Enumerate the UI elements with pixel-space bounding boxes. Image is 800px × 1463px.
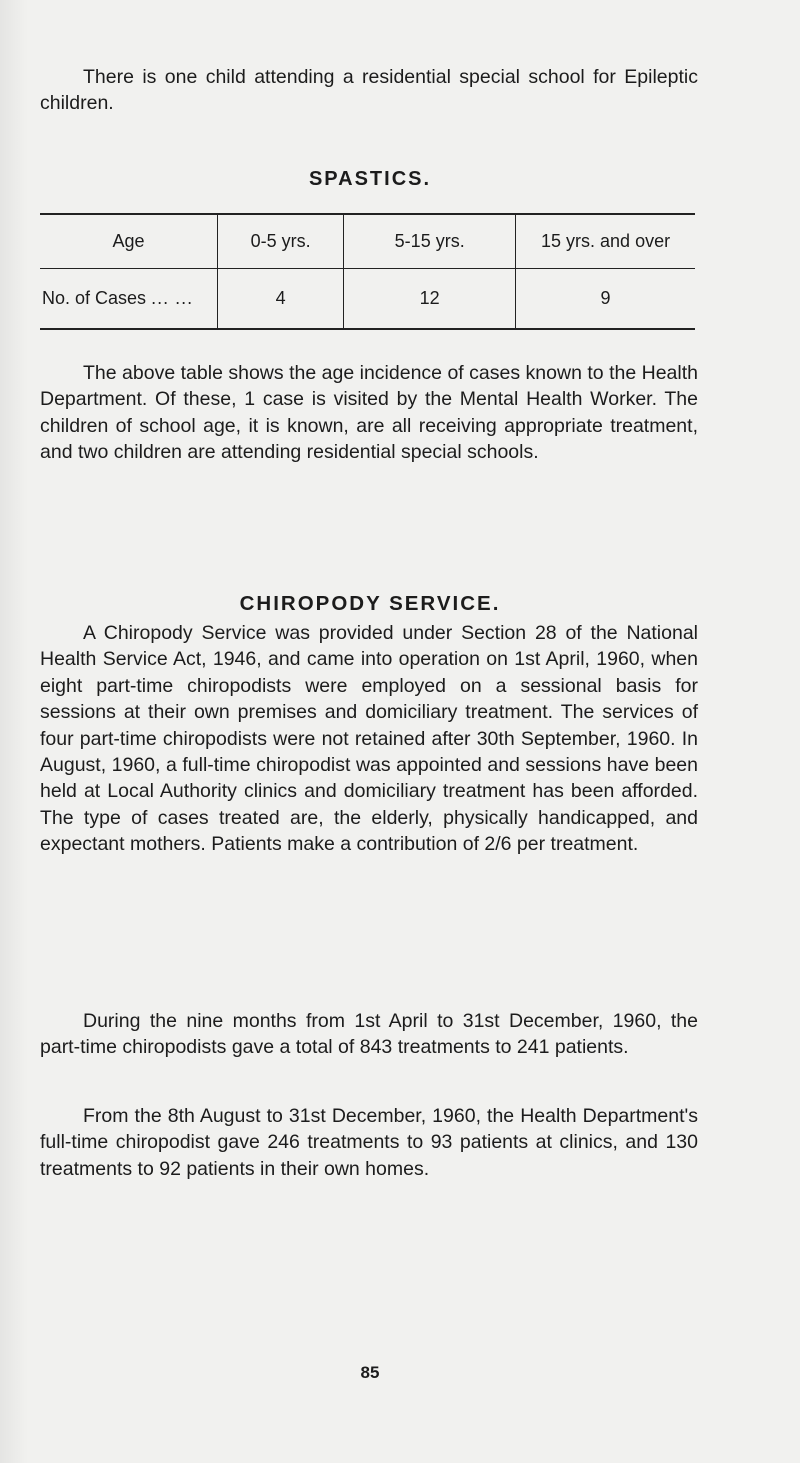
table-header-row: [40, 214, 695, 269]
row-leader-dots: ... ...: [151, 288, 194, 308]
spastics-paragraph: The above table shows the age incidence of cases known to the Health Department. Of these, 1 case is visited by the Mental Health Worker. The children of school age, it is known, are all receiving appropriate treatment, and two children are attending residential special schools.: [40, 362, 698, 464]
spastics-heading: SPASTICS.: [308, 168, 432, 190]
table-header-cell: 15 yrs. and over: [516, 214, 695, 269]
table-header-cell: 0-5 yrs.: [218, 214, 344, 269]
chiropody-paragraph-3: From the 8th August to 31st December, 1960, the Health Department's full-time chiropodist gave 246 treatments to 93 patients at clinics, and 130 treatments to 92 patients in their own homes.: [40, 1105, 698, 1180]
chiropody-paragraph-2: During the nine months from 1st April to 31st December, 1960, the part-time chiropodists gave a total of 843 treatments to 241 patients.: [40, 1010, 698, 1059]
table-cell: 12: [344, 269, 516, 330]
table-cell: 4: [218, 269, 344, 330]
chiropody-paragraph-1: A Chiropody Service was provided under Section 28 of the National Health Service Act, 1946, and came into operation on 1st April, 1960, when eight part-time chiropodists were employed on a sessional basis for sessions at their own premises and domiciliary treatment. The services of four part-time chiropodists were not retained after 30th September, 1960. In August, 1960, a full-time chiropodist was appointed and sessions have been held at Local Authority clinics and domiciliary treatment has been afforded. The type of cases treated are, the elderly, physically handicapped, and expectant mothers. Patients make a contribution of 2/6 per treatment.: [40, 622, 698, 856]
table-row: [40, 269, 695, 330]
table-cell: 9: [516, 269, 695, 330]
table-header-cell: 5-15 yrs.: [344, 214, 516, 269]
intro-paragraph: There is one child attending a residential special school for Epileptic children.: [40, 66, 698, 115]
spastics-age-table: [40, 213, 695, 330]
page-number: 85: [360, 1363, 380, 1382]
table-row-label-cell: [40, 269, 218, 330]
chiropody-heading: CHIROPODY SERVICE.: [239, 592, 501, 615]
row-label: No. of Cases: [42, 288, 147, 308]
table-header-cell: Age: [40, 214, 218, 269]
